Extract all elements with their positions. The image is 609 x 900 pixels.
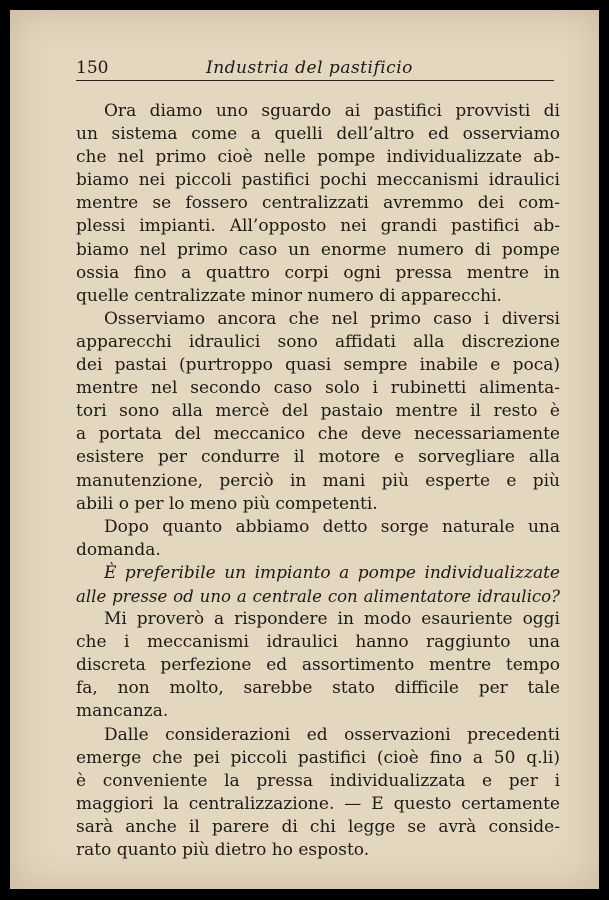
text-line: sarà anche il parere di chi legge se avrà conside- — [76, 816, 560, 837]
text-line: quelle centralizzate minor numero di apparecchi. — [76, 285, 502, 306]
text-line: Osserviamo ancora che nel primo caso i diversi — [104, 308, 560, 329]
text-line: biamo nei piccoli pastifici pochi meccanismi idraulici — [76, 170, 560, 191]
text-line: che nel primo cioè nelle pompe individualizzate ab- — [76, 147, 560, 168]
text-line: ossia fino a quattro corpi ogni pressa mentre in — [76, 262, 560, 283]
text-line: rato quanto più dietro ho esposto. — [76, 840, 370, 860]
text-line: Dalle considerazioni ed osservazioni precedenti — [104, 724, 560, 745]
text-line: mancanza. — [76, 701, 169, 722]
text-line: fa, non molto, sarebbe stato difficile per tale — [76, 678, 560, 699]
text-line: domanda. — [76, 539, 161, 560]
text-line: biamo nel primo caso un enorme numero di pompe — [76, 239, 560, 260]
text-line: Dopo quanto abbiamo detto sorge naturale una — [104, 516, 560, 537]
text-line: plessi impianti. All’opposto nei grandi pastifici ab- — [76, 216, 560, 237]
text-line: dei pastai (purtroppo quasi sempre inabile e poca) — [76, 355, 560, 376]
body-text — [76, 100, 560, 862]
text-line: mentre se fossero centralizzati avremmo dei com- — [76, 193, 560, 214]
running-head — [76, 46, 554, 81]
text-line: mentre nel secondo caso solo i rubinetti alimenta- — [76, 378, 560, 399]
text-line: a portata del meccanico che deve necessariamente — [76, 424, 560, 445]
text-line: abili o per lo meno più competenti. — [76, 493, 378, 514]
text-line: è conveniente la pressa individualizzata e per i — [76, 770, 560, 791]
page-number: 150 — [76, 58, 109, 78]
text-line: che i meccanismi idraulici hanno raggiunto una — [76, 632, 560, 653]
text-line: esistere per condurre il motore e sorvegliare alla — [76, 447, 560, 468]
text-line: emerge che pei piccoli pastifici (cioè fino a 50 q.li) — [76, 747, 560, 768]
text-line-italic: alle presse od uno a centrale con alimentatore idraulico? — [76, 586, 560, 606]
text-line: Ora diamo uno sguardo ai pastifici provvisti di — [104, 101, 560, 121]
running-title: Industria del pastificio — [206, 58, 413, 78]
text-line: manutenzione, perciò in mani più esperte e più — [76, 470, 560, 491]
text-line: maggiori la centralizzazione. — E questo certamente — [76, 793, 560, 814]
text-line-italic: È preferibile un impianto a pompe individualizzate — [104, 562, 560, 583]
text-line: Mi proverò a rispondere in modo esauriente oggi — [104, 609, 560, 630]
text-line: tori sono alla mercè del pastaio mentre il resto è — [76, 401, 560, 422]
text-line: un sistema come a quelli dell’altro ed osserviamo — [76, 124, 560, 145]
text-line: apparecchi idraulici sono affidati alla discrezione — [76, 331, 560, 352]
text-line: discreta perfezione ed assortimento mentre tempo — [76, 655, 560, 676]
book-page — [10, 10, 599, 889]
